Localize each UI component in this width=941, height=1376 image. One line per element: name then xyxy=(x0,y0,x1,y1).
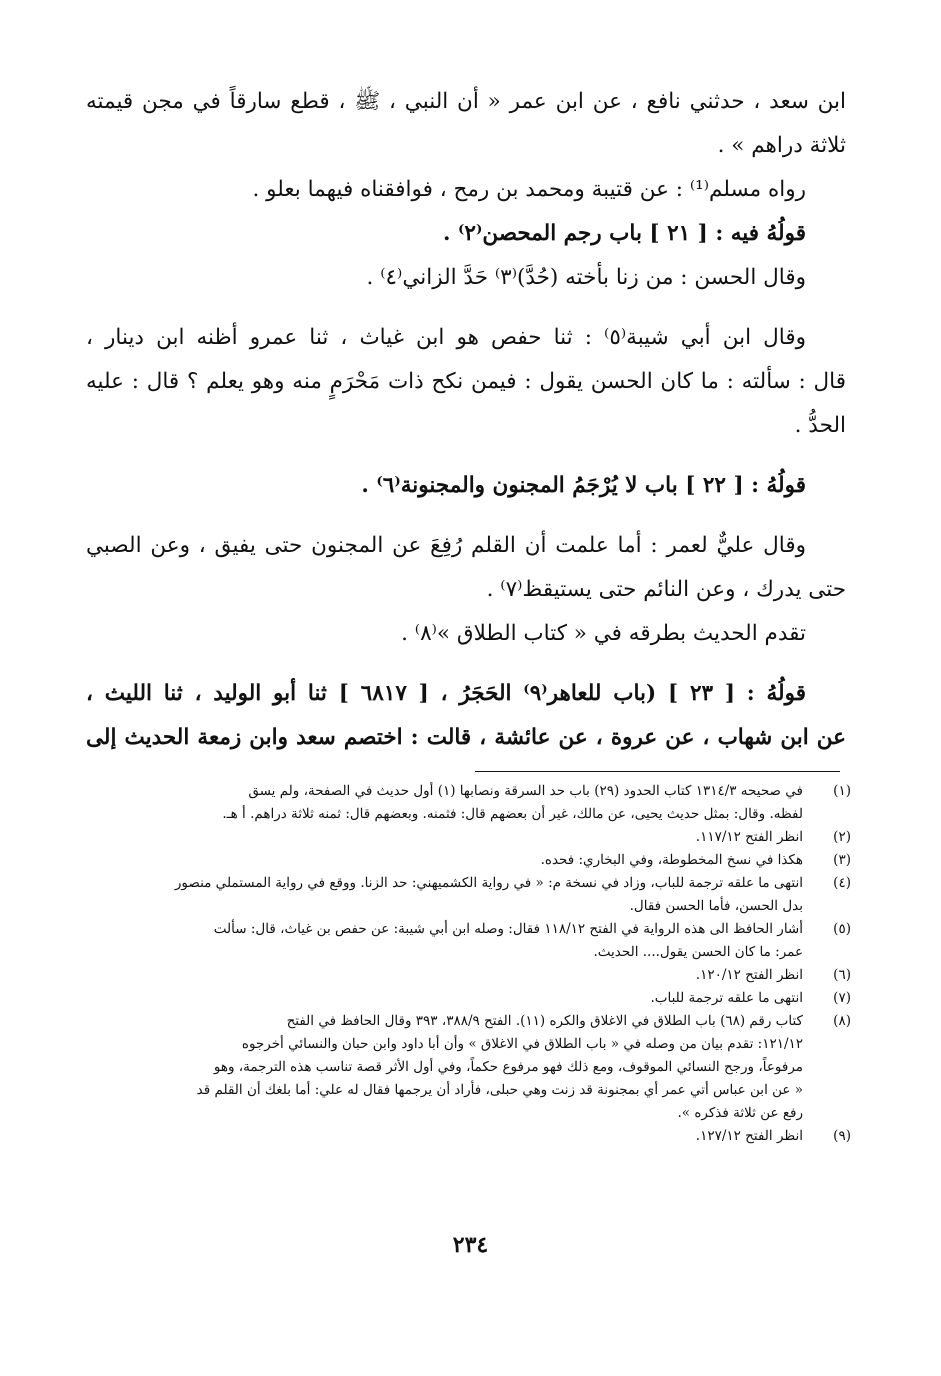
text-line: تقدم الحديث بطرقه في « كتاب الطلاق »⁽٨⁾ . xyxy=(401,621,806,646)
text-line: وقال ابن أبي شيبة⁽٥⁾ : ثنا حفص هو ابن غياث ، ثنا عمرو أظنه ابن دينار ، xyxy=(86,325,806,350)
footnote-line: انتهى ما علقه ترجمة للباب. xyxy=(650,990,803,1006)
footnote-line: انتهى ما علقه ترجمة للباب، وزاد في نسخة م: « في رواية الكشميهني: حد الزنا. ووقع في رواية المستملي منصور xyxy=(174,875,803,891)
text-line: وقال عليٌّ لعمر : أما علمت أن القلم رُفِعَ عن المجنون حتى يفيق ، وعن الصبي xyxy=(86,533,806,558)
text-line: قال : سألته : ما كان الحسن يقول : فيمن نكح ذات مَحْرَمٍ منه وهو يعلم ؟ قال : عليه xyxy=(86,369,846,394)
footnote-number: (٧) xyxy=(833,990,851,1006)
footnote-number: (٩) xyxy=(833,1128,851,1144)
footnote-number: (٨) xyxy=(833,1013,851,1029)
footnote-line: انظر الفتح ١٢٧/١٢. xyxy=(695,1128,803,1144)
footnotes xyxy=(81,780,851,1148)
footnote xyxy=(81,1010,851,1125)
footnote xyxy=(81,780,851,826)
footnote-line: هكذا في نسخ المخطوطة، وفي البخاري: فحده. xyxy=(540,852,803,868)
footnote-line: لفظه. وقال: بمثل حديث يحيى، عن مالك، غير أن بعضهم قال: فثمنه. وبعضهم قال: ثمنه ثلاثة دراهم. أ هـ. xyxy=(222,806,803,822)
footnote-line: انظر الفتح ١٢٠/١٢. xyxy=(695,967,803,983)
footnote xyxy=(81,849,851,872)
footnote-line: ١٢١/١٢: تقدم بيان من وصله في « باب الطلاق في الاغلاق » وأن أبا داود وابن حبان والنسائي أخرجوه xyxy=(241,1036,803,1052)
text-line: الحدُّ . xyxy=(794,413,846,438)
footnote-number: (٥) xyxy=(833,921,851,937)
footnote-number: (٤) xyxy=(833,875,851,891)
footnote-line: في صحيحه ١٣١٤/٣ كتاب الحدود (٢٩) باب حد السرقة ونصابها (١) أول حديث في الصفحة، ولم يسق xyxy=(248,783,803,799)
footnote-number: (٢) xyxy=(833,829,851,845)
footnote-line: عمر: ما كان الحسن يقول.... الحديث. xyxy=(593,944,803,960)
footnote-line: مرفوعاً، ورجح النسائي الموقوف، ومع ذلك فهو مرفوع حكماً، وفي أول الأثر قصة تناسب هذه الترجمة، وهو xyxy=(213,1059,803,1075)
footnote-line: رفع عن ثلاثة فذكره ». xyxy=(677,1105,803,1121)
footnote xyxy=(81,918,851,964)
text-line: وقال الحسن : من زنا بأخته (حُدَّ)⁽٣⁾ حَدَّ الزاني⁽٤⁾ . xyxy=(366,265,806,290)
text-line: عن ابن شهاب ، عن عروة ، عن عائشة ، قالت : اختصم سعد وابن زمعة الحديث إلى xyxy=(86,725,846,750)
footnote-number: (٦) xyxy=(833,967,851,983)
footnote-divider xyxy=(475,771,840,772)
section-heading: قولُهُ : [ ٢٣ ] (باب للعاهر⁽٩⁾ الحَجَرُ ، [ ٦٨١٧ ] ثنا أبو الوليد ، ثنا الليث ، xyxy=(86,681,806,706)
footnote xyxy=(81,987,851,1010)
text-line: رواه مسلم⁽¹⁾ : عن قتيبة ومحمد بن رمح ، فوافقناه فيهما بعلو . xyxy=(252,177,806,202)
text-line: ابن سعد ، حدثني نافع ، عن ابن عمر « أن النبي ، ﷺ ، قطع سارقاً في مجن قيمته xyxy=(86,89,846,114)
footnote xyxy=(81,872,851,918)
footnote xyxy=(81,964,851,987)
section-heading: قولُهُ فيه : [ ٢١ ] باب رجم المحصن⁽٢⁾ . xyxy=(443,221,806,246)
footnote-number: (١) xyxy=(833,783,851,799)
main-text xyxy=(86,80,846,760)
footnote-line: « عن ابن عباس أتي عمر أي بمجنونة قد زنت وهي حبلى، فأراد أن يرجمها فقال له علي: أما بلغك أن القلم قد xyxy=(196,1082,803,1098)
section-heading: قولُهُ : [ ٢٢ ] باب لا يُرْجَمُ المجنون والمجنونة⁽٦⁾ . xyxy=(361,473,806,498)
footnote-line: كتاب رقم (٦٨) باب الطلاق في الاغلاق والكره (١١). الفتح ٣٨٨/٩، ٣٩٣ وقال الحافظ في الفتح xyxy=(286,1013,803,1029)
text-line: ثلاثة دراهم » . xyxy=(717,133,846,158)
footnote xyxy=(81,1125,851,1148)
page-number: ٢٣٤ xyxy=(452,1232,489,1258)
footnote-line: أشار الحافظ الى هذه الرواية في الفتح ١١٨/١٢ فقال: وصله ابن أبي شيبة: عن حفص بن غياث، قال: سألت xyxy=(213,921,803,937)
footnote-line: بدل الحسن، فأما الحسن فقال. xyxy=(629,898,803,914)
footnote xyxy=(81,826,851,849)
text-line: حتى يدرك ، وعن النائم حتى يستيقظ⁽٧⁾ . xyxy=(486,577,846,602)
footnote-line: انظر الفتح ١١٧/١٢. xyxy=(695,829,803,845)
footnote-number: (٣) xyxy=(833,852,851,868)
